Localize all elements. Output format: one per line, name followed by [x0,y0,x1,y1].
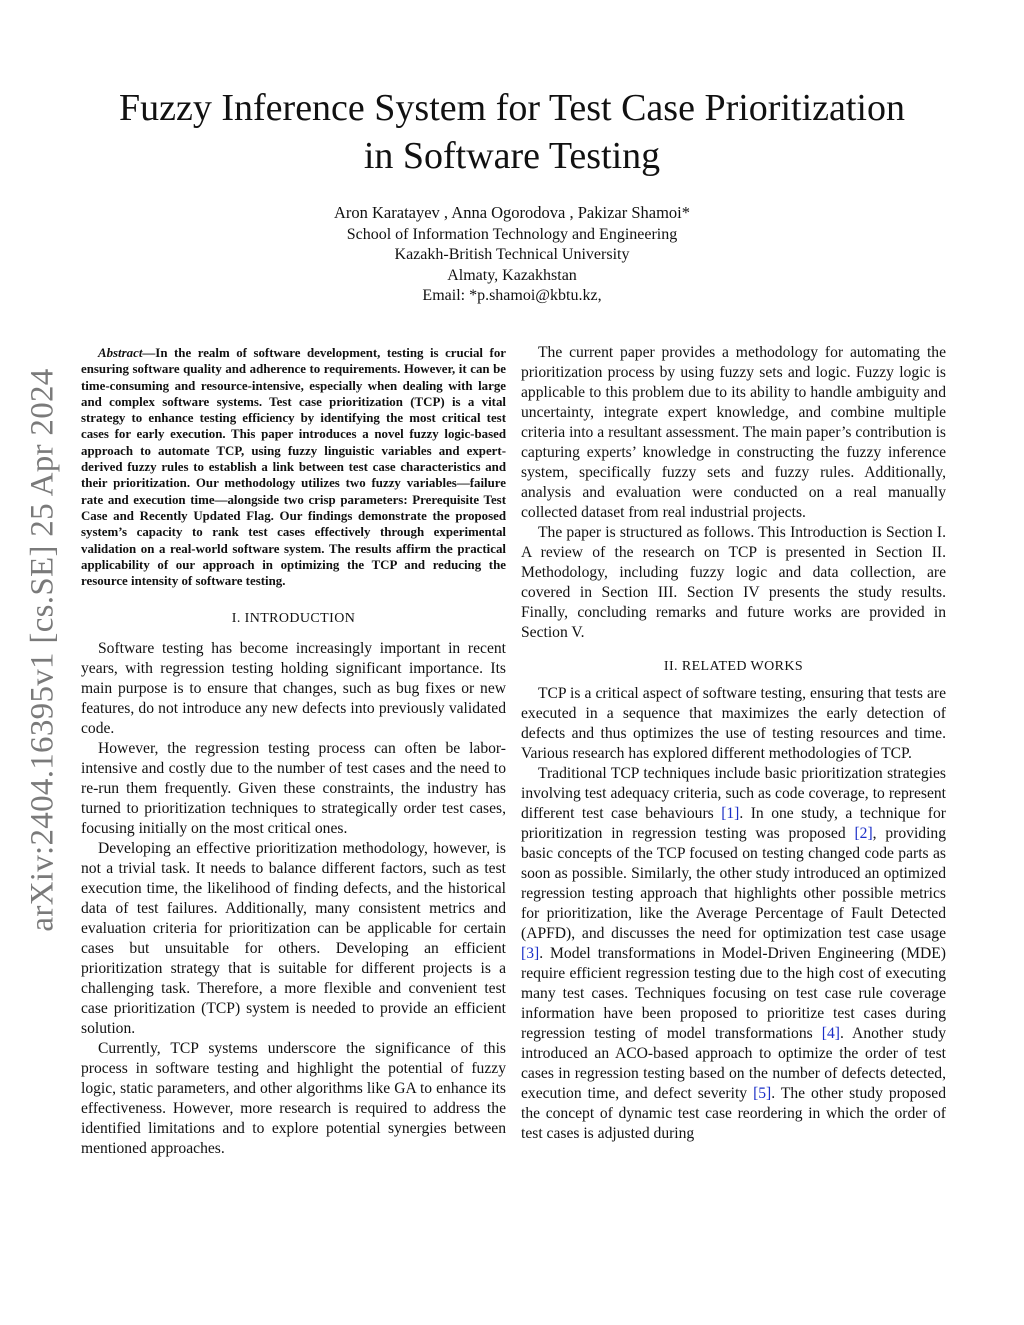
title-line-2: in Software Testing [363,135,661,177]
section-heading-introduction: I. INTRODUCTION [231,611,356,627]
affiliation-university: Kazakh-British Technical University [394,246,630,263]
intro-paragraph-1: Software testing has become increasingly important in recent years, with regression testing holding significant importance. Its main purpose is to ensure that changes, such as bug fixes or new features, do not introduce any new defects into previously validated code. [81,640,506,738]
affiliation-location: Almaty, Kazakhstan [447,266,577,284]
related-paragraph-2 [521,764,946,1144]
related-text-a: Traditional TCP techniques include basic prioritization strategies involving test adequacy criteria, such as code coverage, to represent different test case behaviours [521,765,946,822]
related-text-b: . In one study, a technique for prioritization in regression testing was proposed [521,805,946,842]
abstract-label: Abstract [98,346,143,360]
citation-link-4[interactable]: [4] [821,1025,840,1042]
intro-paragraph-2: However, the regression testing process can often be labor-intensive and costly due to the number of test cases and the need to re-run them frequently. Given these constraints, the industry has turned to prioritization techniques to strategically order test cases, focusing initially on the most critical ones. [81,740,506,838]
author-email: Email: *p.shamoi@kbtu.kz, [422,287,602,304]
affiliation-school: School of Information Technology and Engineering [346,225,678,243]
abstract-text: —In the realm of software development, testing is crucial for ensuring software quality and adherence to requirements. However, it can be time-consuming and resource-intensive, especially when dealing with large and complex software systems. Test case prioritization (TCP) is a vital strategy to enhance testing efficiency by identifying the most critical test cases for early execution. This paper introduces a novel fuzzy logic-based approach to automate TCP, using fuzzy linguistic variables and expert-derived fuzzy rules to establish a link between test case characteristics and their prioritization. Our methodology utilizes two fuzzy variables—failure rate and execution time—alongside two crisp parameters: Prerequisite Test Case and Recently Updated Flag. Our findings demonstrate the proposed system’s capacity to rank test cases effectively through experimental validation on a real-world software system. The results affirm the practical applicability of our approach in optimizing the TCP and reducing the resource intensity of software testing. [81,346,506,589]
left-column [81,345,506,1159]
citation-link-5[interactable]: [5] [753,1085,772,1102]
paper-title [0,84,1024,180]
section-heading-related-works: II. RELATED WORKS [663,659,804,674]
related-text-c: , providing basic concepts of the TCP focused on testing changed code parts as soon as possible. Similarly, the other study introduced an optimized regression testing approach that highlights other possible metrics for prioritization, like the Average Percentage of Fault Detected (APFD), and discusses the need for optimization test case usage [521,825,946,942]
abstract [81,345,506,589]
arxiv-identifier-stamp: arXiv:2404.16395v1 [cs.SE] 25 Apr 2024 [24,368,61,932]
citation-link-3[interactable]: [3] [521,945,540,962]
author-names: Aron Karatayev , Anna Ogorodova , Pakizar Shamoi* [333,203,691,222]
intro-paragraph-5: The current paper provides a methodology for automating the prioritization process by using fuzzy sets and logic. Fuzzy logic is applicable to this problem due to its ability to handle ambiguity and uncertainty, integrate expert knowledge, and combine multiple criteria into a resultant assessment. The main paper’s contribution is capturing experts’ knowledge in constructing the fuzzy inference system, specifically fuzzy sets and fuzzy rules. Additionally, analysis and evaluation were conducted on a real manually collected dataset from real industrial projects. [521,344,946,521]
author-block [0,203,1024,307]
title-line-1: Fuzzy Inference System for Test Case Prioritization [119,87,905,129]
citation-link-1[interactable]: [1] [721,805,740,822]
intro-paragraph-3: Developing an effective prioritization methodology, however, is not a trivial task. It needs to balance different factors, such as test execution time, the likelihood of finding defects, and the historical data of test failures. Additionally, many consistent metrics and evaluation criteria for prioritization can be applicable for certain cases but unsuitable for others. Developing an efficient prioritization strategy that is suitable for different projects is a challenging task. Therefore, a more flexible and convenient test case prioritization (TCP) system is needed to provide an efficient solution. [81,840,506,1038]
related-text-e: . Another study introduced an ACO-based approach to optimize the order of test cases in regression testing based on the number of defects detected, execution time, and defect severity [521,1025,947,1102]
related-text-d: . Model transformations in Model-Driven Engineering (MDE) require efficient regression testing due to the high cost of executing many test cases. Techniques focusing on test case rule coverage information have been proposed to prioritize test cases during regression testing of model transformations [521,945,946,1042]
right-column [521,343,946,1144]
related-text-f: . The other study proposed the concept of dynamic test case reordering in which the order of test cases is adjusted during [521,1085,947,1142]
citation-link-2[interactable]: [2] [854,825,873,842]
related-paragraph-1: TCP is a critical aspect of software testing, ensuring that tests are executed in a sequence that maximizes the early detection of defects and thus optimizes the use of testing resources and time. Various research has explored different methodologies of TCP. [521,685,946,762]
intro-paragraph-6: The paper is structured as follows. This Introduction is Section I. A review of the research on TCP is presented in Section II. Methodology, including fuzzy logic and data collection, are covered in Section III. Section IV presents the study results. Finally, concluding remarks and future works are provided in Section V. [521,524,946,641]
intro-paragraph-4: Currently, TCP systems underscore the significance of this process in software testing and highlight the potential of fuzzy logic, static parameters, and other algorithms like GA to enhance its effectiveness. However, more research is required to address the identified limitations and to explore potential synergies between mentioned approaches. [81,1040,506,1158]
